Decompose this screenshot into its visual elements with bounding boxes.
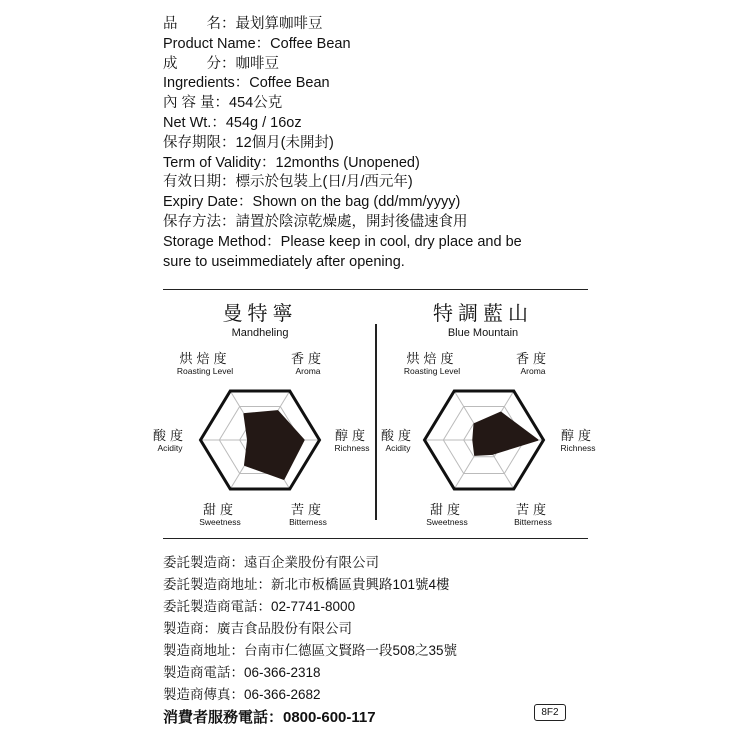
spec-line-expiry-zh: 有效日期：標示於包裝上(日/月/西元年) bbox=[163, 174, 413, 191]
label-acidity-right: 酸度 Acidity bbox=[380, 428, 415, 453]
divider-top bbox=[163, 289, 588, 290]
spec-line-ingredients-zh: 成 分：咖啡豆 bbox=[163, 55, 279, 72]
spec-line-ingredients-en: Ingredients：Coffee Bean bbox=[163, 75, 330, 92]
chart-title-blue-mountain: 特調藍山 bbox=[433, 303, 533, 325]
consumer-hotline: 消費者服務電話：0800-600-117 bbox=[163, 709, 376, 726]
label-sweetness-right: 甜度 Sweetness bbox=[426, 502, 468, 527]
manufacturer-address: 製造商地址：台南市仁德區文賢路一段508之35號 bbox=[163, 643, 458, 658]
radar-chart-mandheling bbox=[190, 379, 330, 501]
chart-subtitle-mandheling: Mandheling bbox=[231, 327, 289, 339]
spec-line-net-weight-en: Net Wt.：454g / 16oz bbox=[163, 114, 302, 131]
label-aroma-left: 香度 Aroma bbox=[290, 351, 325, 376]
company-info bbox=[163, 552, 583, 730]
radar-flavor-shape bbox=[244, 411, 304, 479]
label-roasting-left: 烘焙度 Roasting Level bbox=[176, 351, 234, 376]
manufacturer-fax: 製造商傳真：06-366-2682 bbox=[163, 687, 321, 702]
product-spec bbox=[163, 15, 583, 272]
label-acidity-left: 酸度 Acidity bbox=[152, 428, 187, 453]
spec-line-storage-en-cont: sure to useimmediately after opening. bbox=[163, 253, 405, 270]
chart-subtitle-blue-mountain: Blue Mountain bbox=[447, 327, 519, 339]
manufacturer-phone: 製造商電話：06-366-2318 bbox=[163, 665, 321, 680]
label-bitterness-left: 苦度 Bitterness bbox=[289, 502, 327, 527]
chart-title-mandheling: 曼特寧 bbox=[222, 303, 298, 325]
label-sweetness-left: 甜度 Sweetness bbox=[199, 502, 241, 527]
spec-line-storage-zh: 保存方法：請置於陰涼乾燥處，開封後儘速食用 bbox=[163, 213, 468, 230]
label-richness-left: 醇度 Richness bbox=[334, 428, 370, 453]
spec-line-product-name-zh: 品 名：最划算咖啡豆 bbox=[163, 16, 323, 32]
spec-line-validity-zh: 保存期限：12個月(未開封) bbox=[163, 134, 334, 151]
divider-bottom bbox=[163, 538, 588, 539]
label-bitterness-right: 苦度 Bitterness bbox=[514, 502, 552, 527]
spec-line-expiry-en: Expiry Date：Shown on the bag (dd/mm/yyyy) bbox=[163, 194, 461, 211]
spec-line-net-weight-zh: 內 容 量：454公克 bbox=[163, 95, 283, 112]
manufacturer-name: 製造商：廣吉食品股份有限公司 bbox=[163, 621, 352, 636]
contractor-name: 委託製造商：遠百企業股份有限公司 bbox=[163, 555, 379, 570]
radar-flavor-shape bbox=[473, 412, 538, 455]
spec-line-validity-en: Term of Validity：12months (Unopened) bbox=[163, 154, 420, 171]
divider-vertical bbox=[375, 324, 377, 520]
spec-line-product-name-en: Product Name：Coffee Bean bbox=[163, 35, 351, 52]
spec-line-storage-en: Storage Method：Please keep in cool, dry place and be bbox=[163, 233, 522, 250]
label-richness-right: 醇度 Richness bbox=[560, 428, 596, 453]
label-roasting-right: 烘焙度 Roasting Level bbox=[403, 351, 461, 376]
contractor-phone: 委託製造商電話：02-7741-8000 bbox=[163, 599, 356, 614]
contractor-address: 委託製造商地址：新北市板橋區貴興路101號4樓 bbox=[163, 577, 450, 592]
label-aroma-right: 香度 Aroma bbox=[515, 351, 550, 376]
product-code-badge: 8F2 bbox=[534, 704, 566, 721]
radar-chart-blue-mountain bbox=[414, 379, 554, 501]
